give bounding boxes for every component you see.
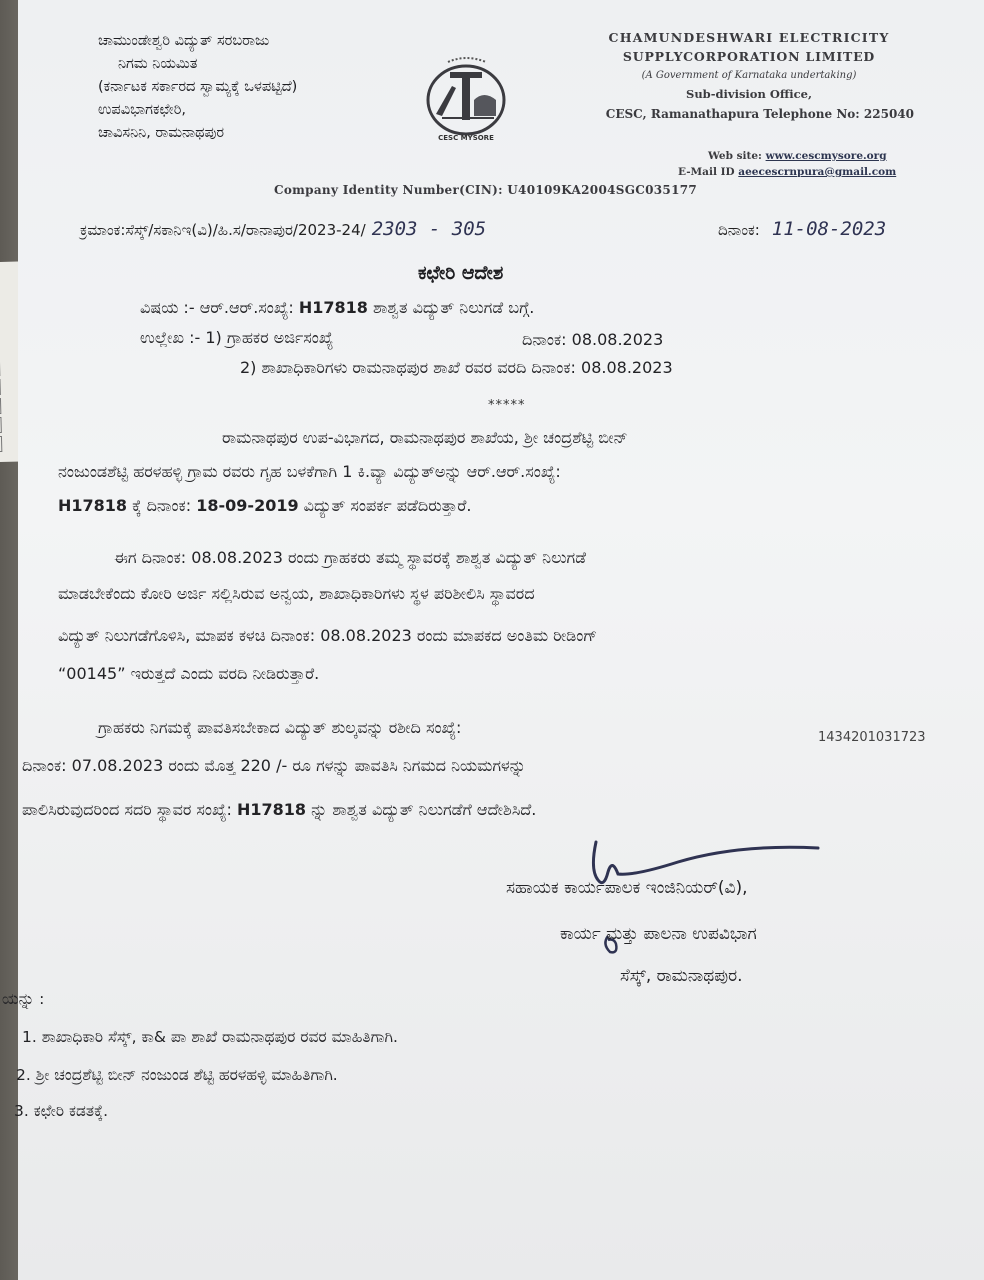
paragraph3-line1: ಗ್ರಾಹಕರು ನಿಗಮಕ್ಕೆ ಪಾವತಿಸಬೇಕಾದ ವಿದ್ಯುತ್ ಶುಲ್ಕವನ್ನು ರಶೀದಿ ಸಂಖ್ಯೆ: — [98, 718, 462, 737]
paragraph2-line1: ಈಗ ದಿನಾಂಕ: 08.08.2023 ರಂದು ಗ್ರಾಹಕರು ತಮ್ಮ ಸ್ಥಾವರಕ್ಕೆ ಶಾಶ್ವತ ವಿದ್ಯುತ್ ನಿಲುಗಡೆ — [114, 548, 587, 567]
logo-text: CESC MYSORE — [438, 134, 494, 142]
p3-text-end: ನ್ನು ಶಾಶ್ವತ ವಿದ್ಯುತ್ ನಿಲುಗಡೆಗೆ ಆದೇಶಿಸಿದೆ. — [306, 800, 537, 819]
document-title: ಕಛೇರಿ ಆದೇಶ — [418, 262, 504, 284]
paragraph1-line1: ರಾಮನಾಥಪುರ ಉಪ-ವಿಭಾಗದ, ರಾಮನಾಥಪುರ ಶಾಖೆಯ, ಶ್ರೀ ಚಂದ್ರಶೆಟ್ಟಿ ಬೀನ್ — [222, 428, 628, 447]
cesc-logo-icon — [412, 56, 520, 144]
copy-to-label: ಯನ್ನು : — [2, 990, 45, 1008]
reference-item-1-text: 1) ಗ್ರಾಹಕರ ಅರ್ಜಿಸಂಖ್ಯೆ — [205, 328, 334, 347]
paragraph2-line4: “00145” ಇರುತ್ತದೆ ಎಂದು ವರದಿ ನೀಡಿರುತ್ತಾರೆ. — [58, 664, 320, 683]
email-line — [678, 166, 896, 178]
p1-text: ಕ್ಕೆ ದಿನಾಂಕ: — [127, 496, 197, 515]
paragraph3-line2: ದಿನಾಂಕ: 07.08.2023 ರಂದು ಮೊತ್ತ 220 /- ರೂ ಗಳನ್ನು ಪಾವತಿಸಿ ನಿಗಮದ ನಿಯಮಗಳನ್ನು — [22, 756, 526, 775]
reference-label: ಕ್ರಮಾಂಕ:ಸೆಸ್ಕ್/ಸಕಾನಿಇ(ವಿ)/ಹಿ.ಸ/ರಾನಾಪುರ/2023-24/ — [80, 221, 366, 239]
office-name: Sub-division Office, — [686, 87, 812, 101]
order-date — [718, 218, 886, 240]
copy-to-item: 2. ಶ್ರೀ ಚಂದ್ರಶೆಟ್ಟಿ ಬೀನ್ ನಂಜುಂಡ ಶೆಟ್ಟಿ ಹರಳಹಳ್ಳಿ ಮಾಹಿತಿಗಾಗಿ. — [16, 1066, 338, 1084]
paragraph1-line2: ನಂಜುಂಡಶೆಟ್ಟಿ ಹರಳಹಳ್ಳಿ ಗ್ರಾಮ ರವರು ಗೃಹ ಬಳಕೆಗಾಗಿ 1 ಕಿ.ವ್ಯಾ ವಿದ್ಯುತ್‌ಅನ್ನು ಆರ್.ಆರ್.ಸಂಖ್ಯೆ: — [58, 462, 561, 481]
p1-rr-number: H17818 — [58, 496, 128, 515]
reference-item-2: 2) ಶಾಖಾಧಿಕಾರಿಗಳು ರಾಮನಾಥಪುರ ಶಾಖೆ ರವರ ವರದಿ ದಿನಾಂಕ: 08.08.2023 — [240, 358, 673, 377]
subject-line — [140, 298, 534, 318]
paragraph3-line3 — [22, 800, 536, 820]
paragraph2-line2: ಮಾಡಬೇಕೆಂದು ಕೋರಿ ಅರ್ಜಿ ಸಲ್ಲಿಸಿರುವ ಅನ್ವಯ, ಶಾಖಾಧಿಕಾರಿಗಳು ಸ್ಥಳ ಪರಿಶೀಲಿಸಿ ಸ್ಥಾವರದ — [58, 584, 535, 603]
document-page — [2, 0, 984, 1280]
copy-to-item: 3. ಕಛೇರಿ ಕಡತಕ್ಕೆ. — [14, 1102, 109, 1120]
subject-label: ವಿಷಯ :- — [140, 298, 200, 317]
signatory-designation: ಸಹಾಯಕ ಕಾರ್ಯಪಾಲಕ ಇಂಜಿನಿಯರ್(ವಿ), — [506, 878, 748, 898]
header-kannada-line: ಚಾವಿಸನಿನಿ, ರಾಮನಾಥಪುರ — [98, 125, 225, 141]
header-kannada-line: (ಕರ್ನಾಟಕ ಸರ್ಕಾರದ ಸ್ವಾಮ್ಯಕ್ಕೆ ಒಳಪಟ್ಟಿದೆ) — [98, 79, 298, 95]
copy-to-item: 1. ಶಾಖಾಧಿಕಾರಿ ಸೆಸ್ಕ್, ಕಾ& ಪಾ ಶಾಖೆ ರಾಮನಾಥಪುರ ರವರ ಮಾಹಿತಿಗಾಗಿ. — [22, 1028, 398, 1046]
paragraph2-line3: ವಿದ್ಯುತ್ ನಿಲುಗಡೆಗೊಳಿಸಿ, ಮಾಪಕ ಕಳಚಿ ದಿನಾಂಕ: 08.08.2023 ರಂದು ಮಾಪಕದ ಅಂತಿಮ ರೀಡಿಂಗ್ — [58, 626, 598, 645]
header-kannada-line: ಚಾಮುಂಡೇಶ್ವರಿ ವಿದ್ಯುತ್ ಸರಬರಾಜು — [98, 33, 270, 49]
p3-text: ಪಾಲಿಸಿರುವುದರಿಂದ ಸದರಿ ಸ್ಥಾವರ ಸಂಖ್ಯೆ: — [22, 800, 237, 819]
company-undertaking: (A Government of Karnataka undertaking) — [641, 70, 857, 81]
date-handwritten: 11-08-2023 — [771, 218, 887, 240]
paragraph1-line3 — [58, 496, 471, 516]
company-cin: Company Identity Number(CIN): U40109KA2004SGC035177 — [274, 183, 698, 197]
references-label: ಉಲ್ಲೇಖ :- — [140, 328, 206, 347]
separator-stars: ***** — [488, 398, 526, 413]
subject-rr-number: H17818 — [298, 298, 368, 317]
header-kannada-line: ಉಪವಿಭಾಗಕಛೇರಿ, — [98, 102, 186, 118]
reference-item-1-date: ದಿನಾಂಕ: 08.08.2023 — [522, 330, 664, 349]
email-link[interactable]: aeecescrnpura@gmail.com — [738, 166, 897, 178]
reference-number — [80, 218, 486, 240]
receipt-number: 1434201031723 — [818, 730, 926, 745]
signatory-office: ಸೆಸ್ಕ್, ರಾಮನಾಥಪುರ. — [620, 966, 743, 986]
reference-item-1 — [140, 328, 333, 348]
website-line — [708, 150, 887, 162]
p3-rr-number: H17818 — [236, 800, 307, 819]
p1-text-end: ವಿದ್ಯುತ್ ಸಂಪರ್ಕ ಪಡೆದಿರುತ್ತಾರೆ. — [298, 496, 472, 515]
website-link[interactable]: www.cescmysore.org — [765, 150, 887, 162]
header-english — [584, 30, 914, 121]
office-telephone: CESC, Ramanathapura Telephone No: 225040 — [605, 107, 914, 121]
header-kannada — [98, 30, 297, 145]
header-kannada-line: ನಿಗಮ ನಿಯಮಿತ — [118, 56, 198, 72]
subject-text-end: ಶಾಶ್ವತ ವಿದ್ಯುತ್ ನಿಲುಗಡೆ ಬಗ್ಗೆ. — [367, 298, 535, 317]
email-label: E-Mail ID — [678, 166, 739, 178]
company-name-line1: CHAMUNDESHWARI ELECTRICITY — [608, 30, 890, 45]
p1-connection-date: 18-09-2019 — [196, 496, 299, 515]
website-label: Web site: — [708, 150, 766, 162]
date-label: ದಿನಾಂಕ: — [718, 221, 760, 239]
signatory-subdivision: ಕಾರ್ಯ ಮತ್ತು ಪಾಲನಾ ಉಪವಿಭಾಗ — [560, 924, 757, 944]
reference-handwritten: 2303 - 305 — [371, 218, 487, 240]
signature-icon — [578, 840, 878, 980]
subject-text: ಆರ್.ಆರ್.ಸಂಖ್ಯೆ: — [199, 298, 299, 317]
company-name-line2: SUPPLYCORPORATION LIMITED — [622, 49, 876, 64]
